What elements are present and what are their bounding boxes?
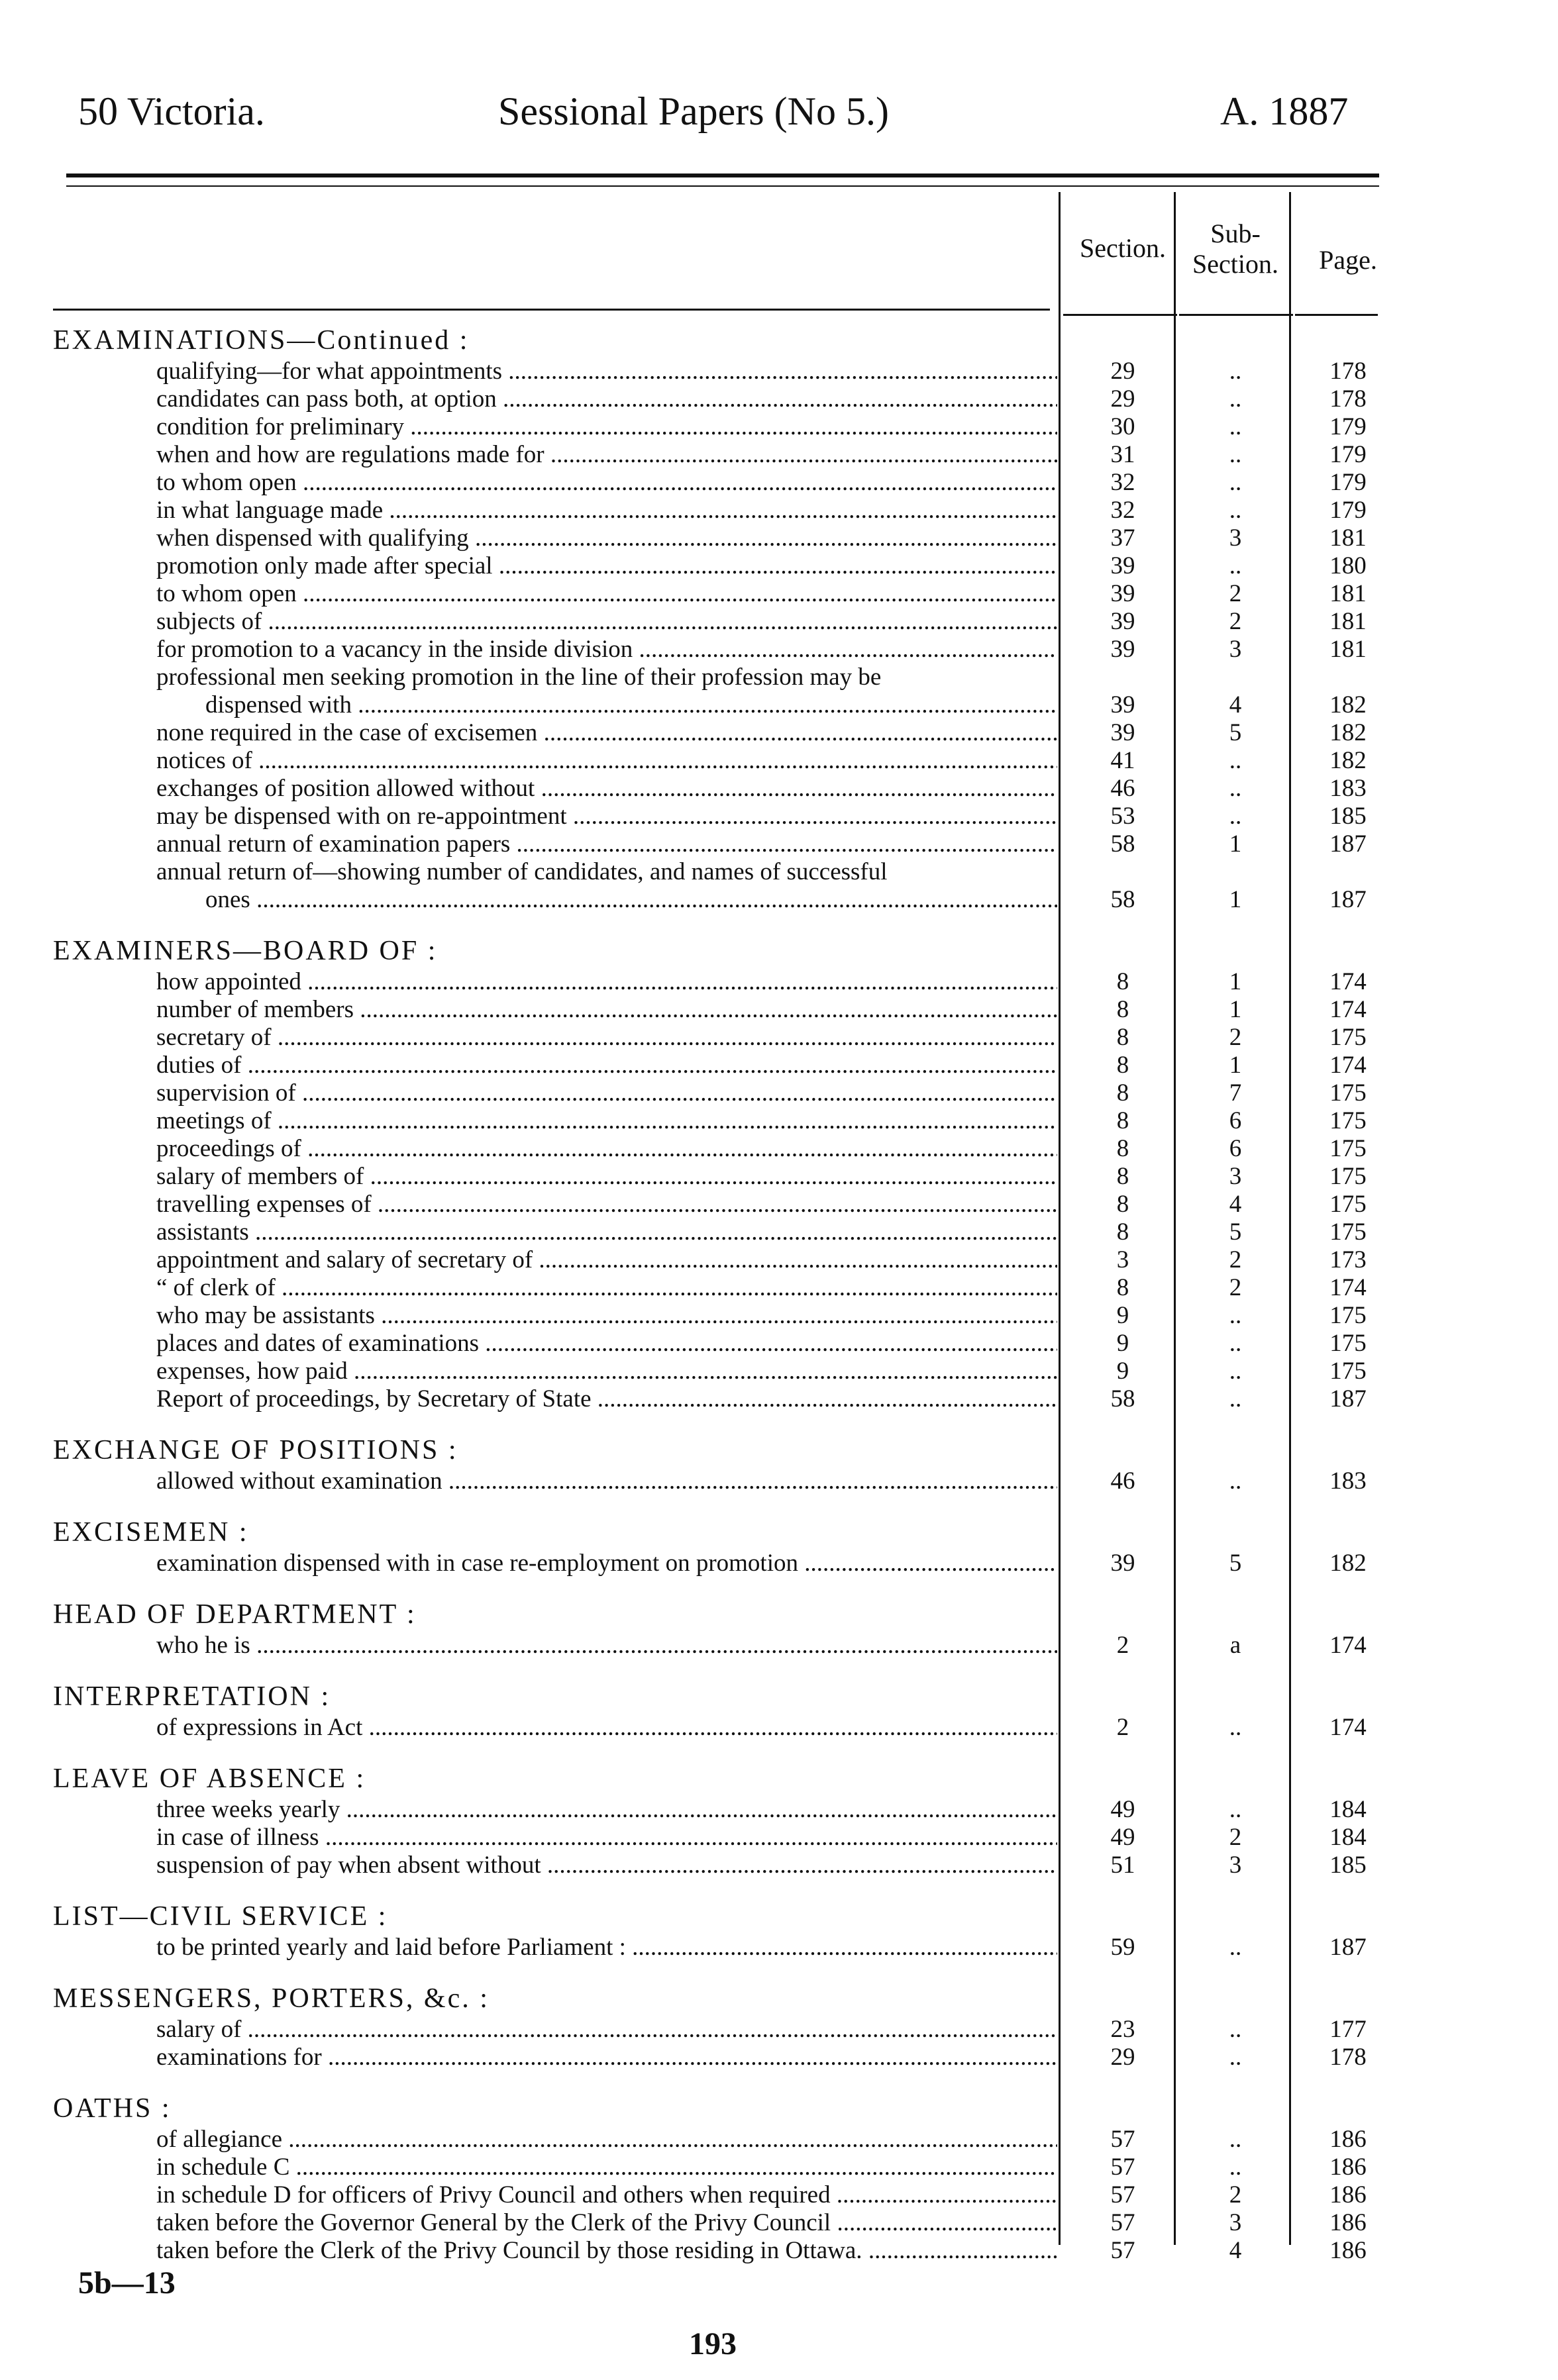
entry-subsection: .. bbox=[1229, 2016, 1242, 2043]
entry-description: salary of ..... bbox=[156, 2016, 1057, 2044]
entry-page: 175 bbox=[1329, 1191, 1367, 1218]
entry-subsection: 2 bbox=[1229, 2181, 1242, 2208]
entry-page: 178 bbox=[1329, 358, 1367, 385]
entry-subsection: 1 bbox=[1229, 968, 1242, 995]
entry-section: 51 bbox=[1110, 1852, 1135, 1879]
entry-page: 184 bbox=[1329, 1796, 1367, 1823]
entry-section: 31 bbox=[1110, 441, 1135, 468]
entry-subsection: .. bbox=[1229, 441, 1242, 468]
entry-description: annual return of examination papers ..... bbox=[156, 830, 1057, 858]
entry-page: 181 bbox=[1329, 580, 1367, 607]
index-row bbox=[0, 803, 1558, 830]
index-row bbox=[0, 830, 1558, 858]
entry-page: 174 bbox=[1329, 996, 1367, 1023]
entry-section: 32 bbox=[1110, 469, 1135, 496]
entry-page: 179 bbox=[1329, 413, 1367, 440]
entry-page: 186 bbox=[1329, 2237, 1367, 2264]
entry-subsection: 5 bbox=[1229, 719, 1242, 746]
description-rule bbox=[53, 309, 1050, 311]
entry-page: 177 bbox=[1329, 2016, 1367, 2043]
entry-page: 175 bbox=[1329, 1302, 1367, 1329]
entry-section: 41 bbox=[1110, 747, 1135, 774]
entry-page: 186 bbox=[1329, 2181, 1367, 2208]
entry-page: 182 bbox=[1329, 1550, 1367, 1577]
entry-section: 57 bbox=[1110, 2181, 1135, 2208]
entry-description: “ of clerk of ..... bbox=[156, 1274, 1057, 1302]
index-row bbox=[0, 358, 1558, 385]
entry-section: 58 bbox=[1110, 886, 1135, 913]
entry-page: 187 bbox=[1329, 1385, 1367, 1413]
entry-page: 181 bbox=[1329, 636, 1367, 663]
index-row bbox=[0, 524, 1558, 552]
entry-section: 57 bbox=[1110, 2154, 1135, 2181]
entry-page: 178 bbox=[1329, 2044, 1367, 2071]
entry-description: expenses, how paid ..... bbox=[156, 1358, 1057, 1385]
entry-description: in schedule D for officers of Privy Council and others when required ..... bbox=[156, 2181, 1057, 2209]
entry-description: appointment and salary of secretary of ..... bbox=[156, 1246, 1057, 1274]
entry-section: 8 bbox=[1116, 1163, 1129, 1190]
entry-section: 3 bbox=[1116, 1246, 1129, 1273]
index-row bbox=[0, 1302, 1558, 1330]
index-row bbox=[0, 413, 1558, 441]
column-header-subsection-line2: Section. bbox=[1192, 249, 1278, 279]
index-row bbox=[0, 385, 1558, 413]
entry-page: 175 bbox=[1329, 1218, 1367, 1246]
header-regnal-year: 50 Victoria. bbox=[78, 89, 265, 133]
entry-section: 46 bbox=[1110, 775, 1135, 802]
index-heading: INTERPRETATION : bbox=[53, 1681, 331, 1712]
index-row bbox=[0, 664, 1558, 691]
entry-description: candidates can pass both, at option ..... bbox=[156, 385, 1057, 413]
entry-description: examination dispensed with in case re-employment on promotion ..... bbox=[156, 1550, 1057, 1577]
entry-section: 8 bbox=[1116, 1191, 1129, 1218]
entry-subsection: 4 bbox=[1229, 691, 1242, 719]
header-title: Sessional Papers (No 5.) bbox=[498, 89, 889, 133]
index-row bbox=[0, 1135, 1558, 1163]
entry-section: 39 bbox=[1110, 636, 1135, 663]
entry-page: 175 bbox=[1329, 1163, 1367, 1190]
entry-description: salary of members of ..... bbox=[156, 1163, 1057, 1191]
entry-subsection: .. bbox=[1229, 497, 1242, 524]
entry-subsection: .. bbox=[1229, 1796, 1242, 1823]
entry-description: taken before the Clerk of the Privy Council by those residing in Ottawa. ..... bbox=[156, 2237, 1057, 2265]
index-row bbox=[0, 1052, 1558, 1079]
entry-subsection: 1 bbox=[1229, 996, 1242, 1023]
entry-subsection: 2 bbox=[1229, 1024, 1242, 1051]
index-row bbox=[0, 552, 1558, 580]
entry-subsection: .. bbox=[1229, 413, 1242, 440]
index-row bbox=[0, 1632, 1558, 1660]
column-header-subsection-line1: Sub- bbox=[1210, 219, 1261, 248]
entry-description: Report of proceedings, by Secretary of State ..... bbox=[156, 1385, 1057, 1413]
entry-subsection: 2 bbox=[1229, 608, 1242, 635]
entry-subsection: 6 bbox=[1229, 1135, 1242, 1162]
entry-subsection: .. bbox=[1229, 1330, 1242, 1357]
entry-page: 187 bbox=[1329, 1934, 1367, 1961]
entry-section: 8 bbox=[1116, 968, 1129, 995]
index-row bbox=[0, 1191, 1558, 1218]
index-row bbox=[0, 441, 1558, 469]
index-heading: LIST—CIVIL SERVICE : bbox=[53, 1901, 388, 1932]
index-row bbox=[0, 608, 1558, 636]
entry-subsection: .. bbox=[1229, 1385, 1242, 1413]
entry-page: 181 bbox=[1329, 524, 1367, 552]
entry-description: when and how are regulations made for ..... bbox=[156, 441, 1057, 469]
page-number: 193 bbox=[689, 2326, 737, 2361]
entry-page: 175 bbox=[1329, 1107, 1367, 1134]
entry-description: condition for preliminary ..... bbox=[156, 413, 1057, 441]
entry-page: 186 bbox=[1329, 2126, 1367, 2153]
column-headers bbox=[0, 192, 1558, 318]
entry-description: number of members ..... bbox=[156, 996, 1057, 1024]
entry-section: 8 bbox=[1116, 1079, 1129, 1107]
index-row bbox=[0, 497, 1558, 524]
entry-description: in schedule C ..... bbox=[156, 2154, 1057, 2181]
index-row bbox=[0, 1274, 1558, 1302]
entry-description: suspension of pay when absent without ..... bbox=[156, 1852, 1057, 1879]
entry-page: 182 bbox=[1329, 719, 1367, 746]
entry-subsection: .. bbox=[1229, 358, 1242, 385]
entry-subsection: 3 bbox=[1229, 636, 1242, 663]
entry-section: 53 bbox=[1110, 803, 1135, 830]
index-row bbox=[0, 2154, 1558, 2181]
index-row bbox=[0, 1934, 1558, 1961]
entry-section: 39 bbox=[1110, 719, 1135, 746]
header-year: A. 1887 bbox=[1220, 89, 1349, 133]
entry-subsection: .. bbox=[1229, 803, 1242, 830]
entry-section: 8 bbox=[1116, 1024, 1129, 1051]
entry-page: 175 bbox=[1329, 1024, 1367, 1051]
entry-description: duties of ..... bbox=[156, 1052, 1057, 1079]
entry-section: 29 bbox=[1110, 385, 1135, 413]
entry-section: 23 bbox=[1110, 2016, 1135, 2043]
index-row bbox=[0, 1330, 1558, 1358]
entry-subsection: 3 bbox=[1229, 2209, 1242, 2236]
entry-description: subjects of ..... bbox=[156, 608, 1057, 636]
entry-section: 29 bbox=[1110, 2044, 1135, 2071]
entry-section: 57 bbox=[1110, 2237, 1135, 2264]
entry-section: 9 bbox=[1116, 1330, 1129, 1357]
entry-description: places and dates of examinations ..... bbox=[156, 1330, 1057, 1358]
entry-page: 183 bbox=[1329, 1467, 1367, 1495]
entry-page: 184 bbox=[1329, 1824, 1367, 1851]
entry-section: 49 bbox=[1110, 1796, 1135, 1823]
entry-page: 178 bbox=[1329, 385, 1367, 413]
entry-subsection: .. bbox=[1229, 2126, 1242, 2153]
entry-description: qualifying—for what appointments ..... bbox=[156, 358, 1057, 385]
entry-page: 185 bbox=[1329, 803, 1367, 830]
entry-description: who may be assistants ..... bbox=[156, 1302, 1057, 1330]
entry-section: 39 bbox=[1110, 552, 1135, 579]
entry-section: 46 bbox=[1110, 1467, 1135, 1495]
entry-page: 174 bbox=[1329, 968, 1367, 995]
entry-subsection: .. bbox=[1229, 2044, 1242, 2071]
entry-section: 8 bbox=[1116, 1052, 1129, 1079]
entry-page: 187 bbox=[1329, 830, 1367, 858]
entry-subsection: .. bbox=[1229, 469, 1242, 496]
entry-section: 39 bbox=[1110, 691, 1135, 719]
entry-subsection: 3 bbox=[1229, 1852, 1242, 1879]
index-row bbox=[0, 2126, 1558, 2154]
entry-description: in what language made ..... bbox=[156, 497, 1057, 524]
entry-page: 186 bbox=[1329, 2154, 1367, 2181]
entry-subsection: 4 bbox=[1229, 1191, 1242, 1218]
entry-description: annual return of—showing number of candidates, and names of successful bbox=[156, 858, 888, 885]
entry-page: 174 bbox=[1329, 1274, 1367, 1301]
entry-section: 8 bbox=[1116, 1218, 1129, 1246]
index-row bbox=[0, 1107, 1558, 1135]
entry-page: 182 bbox=[1329, 747, 1367, 774]
entry-section: 58 bbox=[1110, 830, 1135, 858]
index-row bbox=[0, 1079, 1558, 1107]
entry-page: 175 bbox=[1329, 1135, 1367, 1162]
entry-page: 180 bbox=[1329, 552, 1367, 579]
entry-description: assistants ..... bbox=[156, 1218, 1057, 1246]
entry-section: 58 bbox=[1110, 1385, 1135, 1413]
index-heading: HEAD OF DEPARTMENT : bbox=[53, 1599, 417, 1630]
index-row bbox=[0, 1467, 1558, 1495]
section-rule bbox=[1063, 314, 1177, 316]
entry-description: for promotion to a vacancy in the inside division ..... bbox=[156, 636, 1057, 664]
entry-section: 2 bbox=[1116, 1714, 1129, 1741]
entry-page: 186 bbox=[1329, 2209, 1367, 2236]
entry-page: 174 bbox=[1329, 1632, 1367, 1659]
entry-section: 8 bbox=[1116, 1107, 1129, 1134]
entry-subsection: 1 bbox=[1229, 886, 1242, 913]
entry-page: 174 bbox=[1329, 1052, 1367, 1079]
index-heading: EXCHANGE OF POSITIONS : bbox=[53, 1435, 458, 1465]
entry-subsection: .. bbox=[1229, 747, 1242, 774]
entry-description: proceedings of ..... bbox=[156, 1135, 1057, 1163]
entry-subsection: 2 bbox=[1229, 580, 1242, 607]
entry-description: to be printed yearly and laid before Parliament : ..... bbox=[156, 1934, 1057, 1961]
entry-description: when dispensed with qualifying ..... bbox=[156, 524, 1057, 552]
entry-description: to whom open ..... bbox=[156, 580, 1057, 608]
entry-subsection: .. bbox=[1229, 775, 1242, 802]
entry-description: promotion only made after special ..... bbox=[156, 552, 1057, 580]
entry-section: 57 bbox=[1110, 2209, 1135, 2236]
entry-section: 49 bbox=[1110, 1824, 1135, 1851]
entry-description: to whom open ..... bbox=[156, 469, 1057, 497]
index-row bbox=[0, 775, 1558, 803]
index-row bbox=[0, 2016, 1558, 2044]
entry-page: 182 bbox=[1329, 691, 1367, 719]
index-row bbox=[0, 886, 1558, 914]
index-row bbox=[0, 1796, 1558, 1824]
entry-section: 2 bbox=[1116, 1632, 1129, 1659]
entry-section: 9 bbox=[1116, 1302, 1129, 1329]
entry-section: 39 bbox=[1110, 1550, 1135, 1577]
entry-subsection: .. bbox=[1229, 1714, 1242, 1741]
entry-section: 8 bbox=[1116, 1135, 1129, 1162]
entry-description: of allegiance ..... bbox=[156, 2126, 1057, 2154]
entry-section: 29 bbox=[1110, 358, 1135, 385]
index-row bbox=[0, 1714, 1558, 1742]
entry-subsection: 4 bbox=[1229, 2237, 1242, 2264]
entry-subsection: 1 bbox=[1229, 1052, 1242, 1079]
header-rule-thin bbox=[66, 185, 1379, 187]
index-row bbox=[0, 1550, 1558, 1577]
entry-page: 175 bbox=[1329, 1358, 1367, 1385]
index-row bbox=[0, 1852, 1558, 1879]
page-header bbox=[0, 85, 1558, 144]
entry-section: 59 bbox=[1110, 1934, 1135, 1961]
entry-description: in case of illness ..... bbox=[156, 1824, 1057, 1852]
entry-subsection: 2 bbox=[1229, 1246, 1242, 1273]
entry-section: 9 bbox=[1116, 1358, 1129, 1385]
entry-description: professional men seeking promotion in the line of their profession may be bbox=[156, 664, 882, 691]
index-row bbox=[0, 719, 1558, 747]
index-row bbox=[0, 1385, 1558, 1413]
index-heading: EXAMINATIONS—Continued : bbox=[53, 325, 470, 356]
entry-section: 32 bbox=[1110, 497, 1135, 524]
entry-page: 183 bbox=[1329, 775, 1367, 802]
entry-section: 39 bbox=[1110, 580, 1135, 607]
index-row bbox=[0, 636, 1558, 664]
printer-signature: 5b—13 bbox=[78, 2265, 176, 2301]
index-row bbox=[0, 580, 1558, 608]
entry-description: dispensed with ..... bbox=[205, 691, 1057, 719]
entry-subsection: a bbox=[1229, 1632, 1241, 1659]
index-row bbox=[0, 2181, 1558, 2209]
entry-subsection: .. bbox=[1229, 2154, 1242, 2181]
index-heading: MESSENGERS, PORTERS, &c. : bbox=[53, 1983, 490, 2014]
entry-description: none required in the case of excisemen ..... bbox=[156, 719, 1057, 747]
entry-page: 175 bbox=[1329, 1079, 1367, 1107]
index-row bbox=[0, 2237, 1558, 2265]
entry-subsection: 2 bbox=[1229, 1824, 1242, 1851]
entry-description: who he is ..... bbox=[156, 1632, 1057, 1660]
entry-description: allowed without examination ..... bbox=[156, 1467, 1057, 1495]
index-row bbox=[0, 747, 1558, 775]
entry-subsection: .. bbox=[1229, 1934, 1242, 1961]
page-rule bbox=[1295, 314, 1378, 316]
entry-description: may be dispensed with on re-appointment ..... bbox=[156, 803, 1057, 830]
subsection-rule bbox=[1179, 314, 1293, 316]
entry-description: how appointed ..... bbox=[156, 968, 1057, 996]
entry-subsection: 1 bbox=[1229, 830, 1242, 858]
entry-page: 179 bbox=[1329, 497, 1367, 524]
header-rule-thick bbox=[66, 174, 1379, 177]
entry-description: notices of ..... bbox=[156, 747, 1057, 775]
entry-page: 179 bbox=[1329, 469, 1367, 496]
entry-subsection: .. bbox=[1229, 552, 1242, 579]
entry-page: 181 bbox=[1329, 608, 1367, 635]
entry-subsection: .. bbox=[1229, 385, 1242, 413]
entry-subsection: 2 bbox=[1229, 1274, 1242, 1301]
entry-page: 185 bbox=[1329, 1852, 1367, 1879]
entry-description: exchanges of position allowed without ..... bbox=[156, 775, 1057, 803]
index-row bbox=[0, 968, 1558, 996]
entry-description: of expressions in Act ..... bbox=[156, 1714, 1057, 1742]
entry-description: ones ..... bbox=[205, 886, 1057, 914]
index-row bbox=[0, 1024, 1558, 1052]
entry-description: meetings of ..... bbox=[156, 1107, 1057, 1135]
entry-section: 30 bbox=[1110, 413, 1135, 440]
index-row bbox=[0, 1246, 1558, 1274]
column-header-section: Section. bbox=[1080, 233, 1166, 263]
index-row bbox=[0, 2044, 1558, 2071]
index-row bbox=[0, 1163, 1558, 1191]
entry-subsection: .. bbox=[1229, 1467, 1242, 1495]
column-header-page: Page. bbox=[1319, 245, 1377, 275]
entry-subsection: .. bbox=[1229, 1358, 1242, 1385]
entry-description: secretary of ..... bbox=[156, 1024, 1057, 1052]
entry-subsection: 5 bbox=[1229, 1550, 1242, 1577]
entry-page: 179 bbox=[1329, 441, 1367, 468]
entry-subsection: 6 bbox=[1229, 1107, 1242, 1134]
index-row bbox=[0, 1358, 1558, 1385]
index-row bbox=[0, 2209, 1558, 2237]
index-row bbox=[0, 469, 1558, 497]
entry-page: 173 bbox=[1329, 1246, 1367, 1273]
entry-description: taken before the Governor General by the Clerk of the Privy Council ..... bbox=[156, 2209, 1057, 2237]
entry-subsection: .. bbox=[1229, 1302, 1242, 1329]
index-heading: EXCISEMEN : bbox=[53, 1517, 249, 1548]
entry-description: three weeks yearly ..... bbox=[156, 1796, 1057, 1824]
entry-section: 8 bbox=[1116, 1274, 1129, 1301]
entry-description: travelling expenses of ..... bbox=[156, 1191, 1057, 1218]
index-heading: LEAVE OF ABSENCE : bbox=[53, 1763, 366, 1794]
index-heading: OATHS : bbox=[53, 2093, 172, 2124]
entry-page: 175 bbox=[1329, 1330, 1367, 1357]
index-row bbox=[0, 1218, 1558, 1246]
entry-section: 39 bbox=[1110, 608, 1135, 635]
entry-page: 187 bbox=[1329, 886, 1367, 913]
column-header-subsection bbox=[1176, 219, 1295, 279]
entry-description: supervision of ..... bbox=[156, 1079, 1057, 1107]
entry-subsection: 3 bbox=[1229, 524, 1242, 552]
entry-section: 8 bbox=[1116, 996, 1129, 1023]
entry-subsection: 3 bbox=[1229, 1163, 1242, 1190]
index-row bbox=[0, 858, 1558, 886]
entry-subsection: 7 bbox=[1229, 1079, 1242, 1107]
entry-subsection: 5 bbox=[1229, 1218, 1242, 1246]
index-row bbox=[0, 691, 1558, 719]
entry-section: 37 bbox=[1110, 524, 1135, 552]
entry-description: examinations for ..... bbox=[156, 2044, 1057, 2071]
index-heading: EXAMINERS—BOARD OF : bbox=[53, 936, 438, 966]
entry-section: 57 bbox=[1110, 2126, 1135, 2153]
index-row bbox=[0, 1824, 1558, 1852]
entry-page: 174 bbox=[1329, 1714, 1367, 1741]
index-row bbox=[0, 996, 1558, 1024]
